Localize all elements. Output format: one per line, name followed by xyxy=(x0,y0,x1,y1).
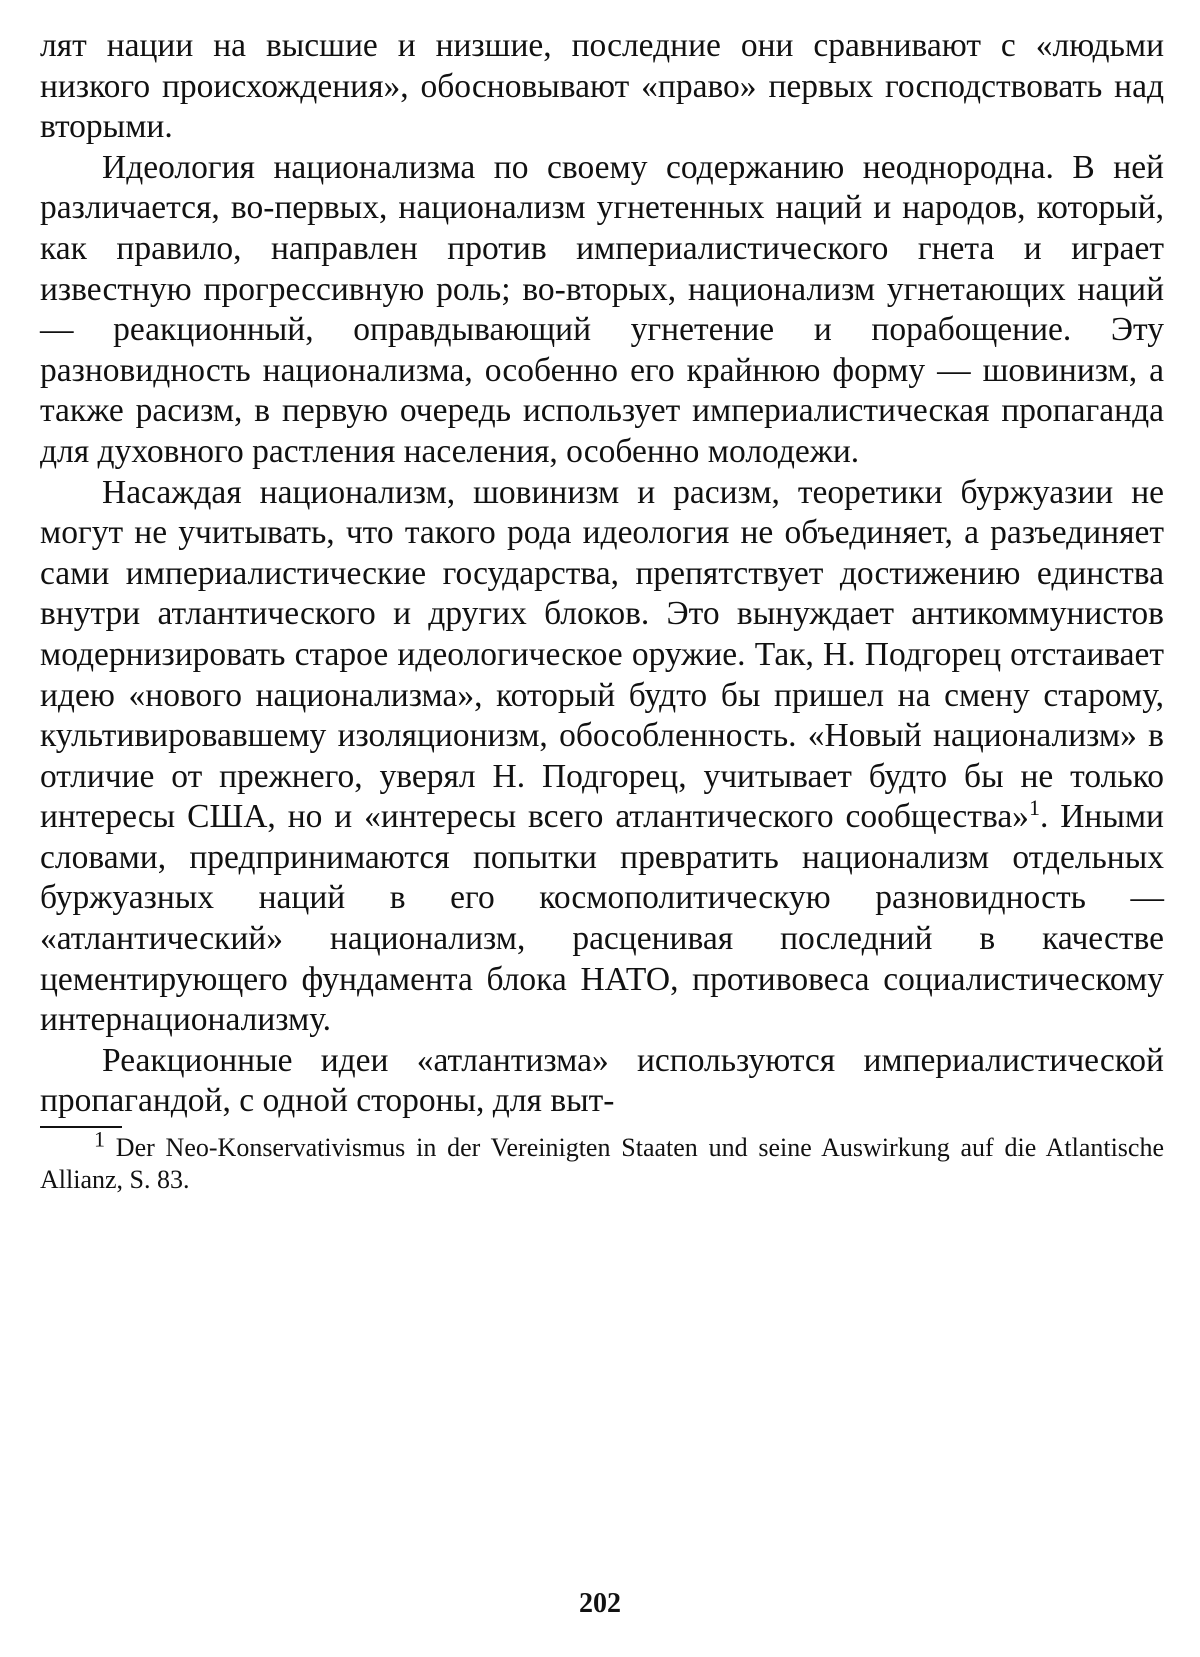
page-number: 202 xyxy=(579,1588,621,1619)
footnote-reference: 1 xyxy=(1028,795,1040,821)
paragraph-1: лят нации на высшие и низшие, последние они сравнивают с «людьми низкого происхождения», обосновывают «право» первых господствовать над вторыми. xyxy=(40,27,1164,146)
footnote-divider xyxy=(40,1126,122,1128)
paragraph-2: Идеология национализма по своему содержанию неоднородна. В ней различается, во-первых, национализм угнетенных наций и народов, который, как правило, направлен против империалистического гнета и играет известную прогрессивную роль; во-вторых, национализм угнетающих наций — реакционный, оправдывающий угнетение и порабощение. Эту разновидность национализма, особенно его крайнюю форму — шовинизм, а также расизм, в первую очередь использует империалистическая пропаганда для духовного растления населения, особенно молодежи. xyxy=(40,148,1164,470)
main-text xyxy=(40,26,1164,1122)
paragraph-3-text: Насаждая национализм, шовинизм и расизм, теоретики буржуазии не могут не учитывать, что такого рода идеология не объединяет, а разъединяет сами империалистические государства, препятствует достижению единства внутри атлантического и других блоков. Это вынуждает антикоммунистов модернизировать старое идеологическое оружие. Так, Н. Подгорец отстаивает идею «нового национализма», который будто бы пришел на смену старому, культивировавшему изоляционизм, обособленность. «Новый национализм» в отличие от прежнего, уверял Н. Подгорец, учитывает будто бы не только интересы США, но и «интересы всего атлантического сообщества» xyxy=(40,473,1164,836)
paragraph-4: Реакционные идеи «атлантизма» используются империалистической пропагандой, с одной стороны, для выт- xyxy=(40,1041,1164,1120)
footnote xyxy=(40,1126,1165,1196)
paragraph-3 xyxy=(40,473,1164,1041)
page-content xyxy=(40,26,1164,1196)
footnote-marker: 1 xyxy=(94,1126,105,1152)
paragraph-3-continuation: . Иными словами, предпринимаются попытки превратить национализм отдельных буржуазных наций в его космополитическую разновидность — «атлантический» национализм, расценивая последний в качестве цементирующего фундамента блока НАТО, противовеса социалистическому интернационализму. xyxy=(40,798,1164,1039)
footnote-text: Der Neo-Konservativismus in der Vereinigten Staaten und seine Auswirkung auf die Atlantische Allianz, S. 83. xyxy=(40,1133,1165,1195)
